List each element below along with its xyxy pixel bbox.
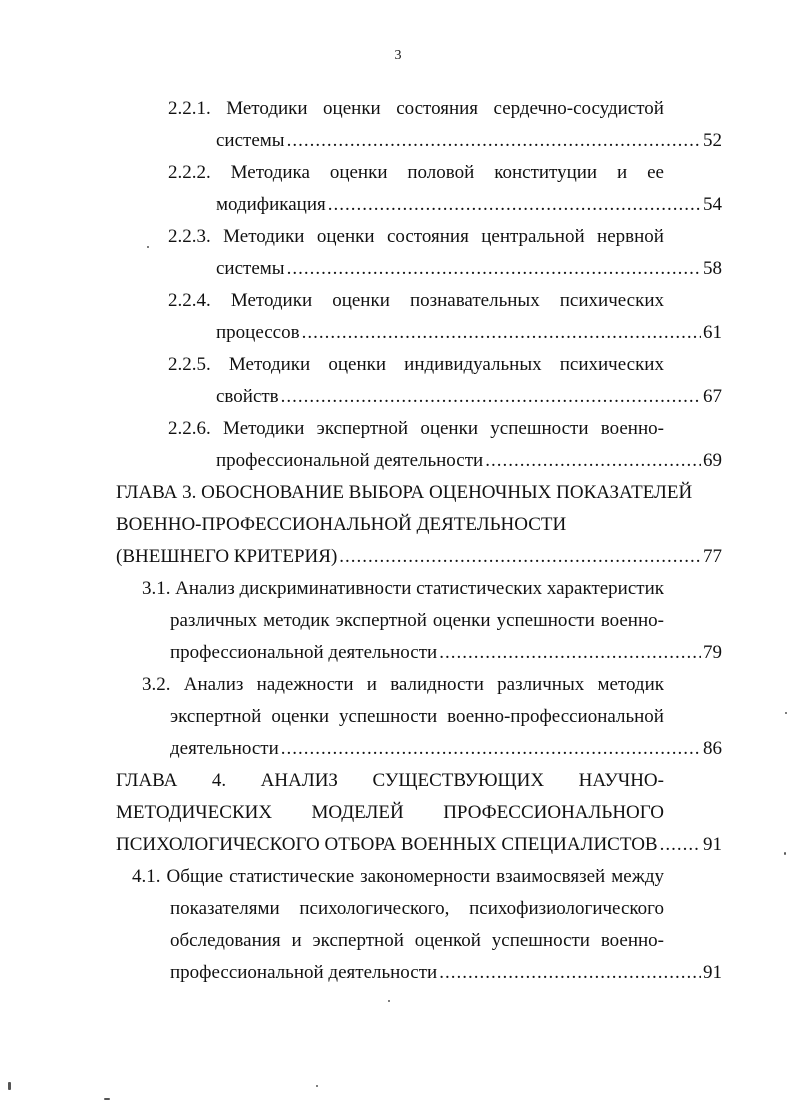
scan-speck [316, 1085, 318, 1087]
toc-chapter-3-line-3[interactable]: (ВНЕШНЕГО КРИТЕРИЯ) ..... 77 [116, 542, 722, 572]
toc-entry-2-2-1-line-2[interactable]: системы ..... 52 [216, 126, 722, 156]
toc-entry-2-2-3-line-1: 2.2.3. Методики оценки состояния центральной нервной [168, 226, 664, 247]
toc-section-3-2-line-3[interactable]: деятельности ..... 86 [170, 734, 722, 764]
toc-section-4-1-line-2: показателями психологического, психофизиологического [170, 898, 664, 919]
toc-entry-2-2-2-line-2[interactable]: модификация ..... 54 [216, 190, 722, 220]
toc-section-3-1-line-3[interactable]: профессиональной деятельности ..... 79 [170, 638, 722, 668]
toc-entry-2-2-5-line-1: 2.2.5. Методики оценки индивидуальных психических [168, 354, 664, 375]
toc-entry-2-2-2-line-1: 2.2.2. Методика оценки половой конституции и ее [168, 162, 664, 183]
toc-chapter-4-line-1: ГЛАВА 4. АНАЛИЗ СУЩЕСТВУЮЩИХ НАУЧНО- [116, 770, 664, 791]
toc-section-4-1-line-4[interactable]: профессиональной деятельности ..... 91 [170, 958, 722, 988]
toc-entry-2-2-6-line-2[interactable]: профессиональной деятельности ..... 69 [216, 446, 722, 476]
toc-page-number: 69 [703, 450, 722, 471]
toc-section-3-2-line-1: 3.2. Анализ надежности и валидности различных методик [142, 674, 664, 695]
toc-chapter-3-line-1: ГЛАВА 3. ОБОСНОВАНИЕ ВЫБОРА ОЦЕНОЧНЫХ ПОКАЗАТЕЛЕЙ [116, 482, 693, 503]
toc-entry-2-2-1-line-1: 2.2.1. Методики оценки состояния сердечно-сосудистой [168, 98, 664, 119]
toc-page-number: 91 [703, 962, 722, 983]
toc-entry-2-2-5-line-2[interactable]: свойств ..... 67 [216, 382, 722, 412]
toc-page-number: 91 [703, 834, 722, 855]
toc-page-number: 58 [703, 258, 722, 279]
toc-page-number: 77 [703, 546, 722, 567]
scan-speck [8, 1082, 11, 1090]
toc-page-number: 61 [703, 322, 722, 343]
page-number: 3 [394, 48, 402, 63]
toc-section-3-1-line-1: 3.1. Анализ дискриминативности статистических характеристик [142, 578, 664, 599]
toc-section-4-1-line-1: 4.1. Общие статистические закономерности взаимосвязей между [132, 866, 664, 887]
toc-chapter-3-line-2: ВОЕННО-ПРОФЕССИОНАЛЬНОЙ ДЕЯТЕЛЬНОСТИ [116, 514, 567, 535]
scan-speck [784, 852, 786, 855]
scan-speck [104, 1098, 110, 1100]
toc-section-4-1-line-3: обследования и экспертной оценкой успешности военно- [170, 930, 664, 951]
toc-chapter-4-line-2: МЕТОДИЧЕСКИХ МОДЕЛЕЙ ПРОФЕССИОНАЛЬНОГО [116, 802, 664, 823]
toc-page-number: 67 [703, 386, 722, 407]
toc-chapter-4-line-3[interactable]: ПСИХОЛОГИЧЕСКОГО ОТБОРА ВОЕННЫХ СПЕЦИАЛИСТОВ ..... 91 [116, 830, 722, 860]
scan-speck [785, 712, 787, 714]
toc-entry-2-2-3-line-2[interactable]: системы ..... 58 [216, 254, 722, 284]
toc-entry-2-2-4-line-2[interactable]: процессов ..... 61 [216, 318, 722, 348]
toc-page-number: 52 [703, 130, 722, 151]
scan-speck [388, 1000, 390, 1002]
toc-page-number: 86 [703, 738, 722, 759]
toc-section-3-2-line-2: экспертной оценки успешности военно-профессиональной [170, 706, 664, 727]
toc-page-number: 79 [703, 642, 722, 663]
toc-entry-2-2-6-line-1: 2.2.6. Методики экспертной оценки успешности военно- [168, 418, 664, 439]
toc-entry-2-2-4-line-1: 2.2.4. Методики оценки познавательных психических [168, 290, 664, 311]
toc-section-3-1-line-2: различных методик экспертной оценки успешности военно- [170, 610, 664, 631]
toc-page-number: 54 [703, 194, 722, 215]
scan-speck [147, 246, 149, 248]
